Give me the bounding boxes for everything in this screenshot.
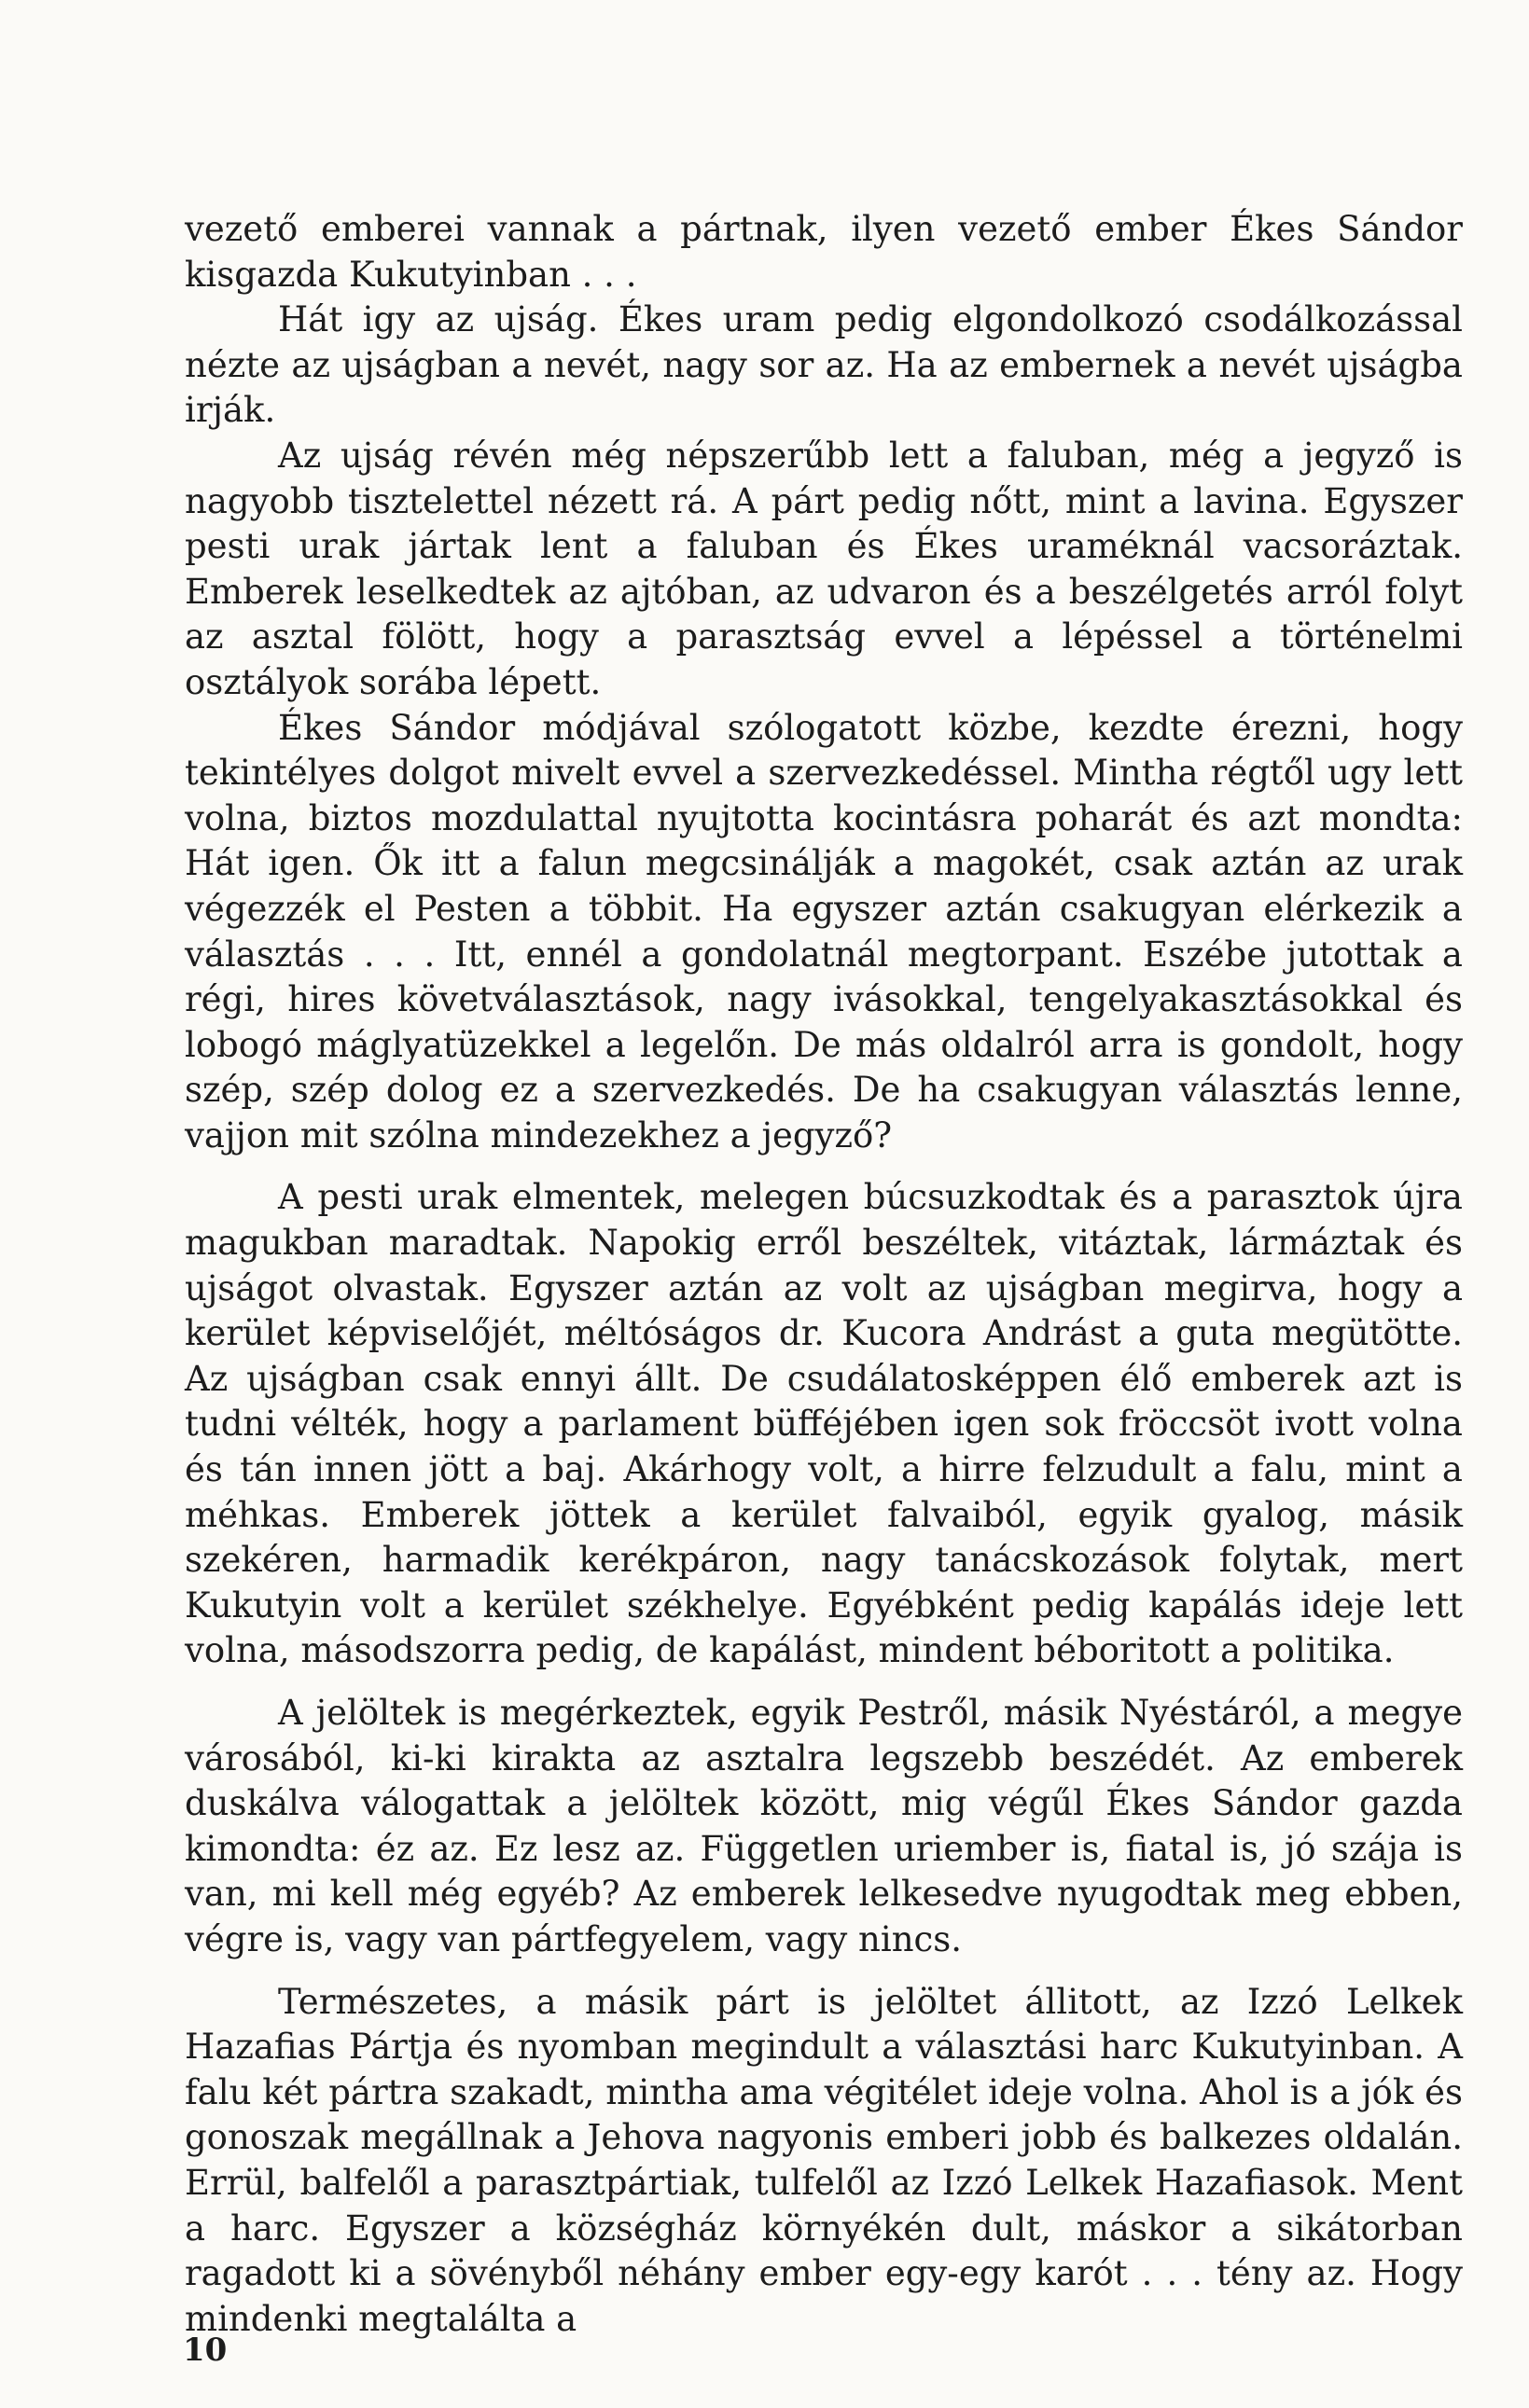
paragraph-2: Hát igy az ujság. Ékes uram pedig elgondolkozó csodálkozással nézte az ujságban a nevét, nagy sor az. Ha az embernek a nevét ujságba irják. [185, 299, 1463, 431]
paragraph-5: A pesti urak elmentek, melegen búcsuzkodtak és a parasztok újra magukban maradtak. Napokig erről beszéltek, vitáztak, lármáztak és ujságot olvastak. Egyszer aztán az volt az ujságban megirva, hogy a kerület képviselőjét, méltóságos dr. Kucora Andrást a guta megütötte. Az ujságban csak ennyi állt. De csudálatosképpen élő emberek azt is tudni vélték, hogy a parlament büfféjében igen sok fröccsöt ivott volna és tán innen jött a baj. Akárhogy volt, a hirre felzudult a falu, mint a méhkas. Emberek jöttek a kerület falvaiból, egyik gyalog, másik szekéren, harmadik kerékpáron, nagy tanácskozások folytak, mert Kukutyin volt a kerület székhelye. Egyébként pedig kapálás ideje lett volna, másodszorra pedig, de kapálást, mindent béboritott a politika. [185, 1177, 1463, 1671]
paragraph-7: Természetes, a másik párt is jelöltet állitott, az Izzó Lelkek Hazafias Pártja és nyomban megindult a választási harc Kukutyinban. A falu két pártra szakadt, mintha ama végitélet ideje volna. Ahol is a jók és gonoszak megállnak a Jehova nagyonis emberi jobb és balkezes oldalán. Errül, balfelől a parasztpártiak, tulfelől az Izzó Lelkek Hazafiasok. Ment a harc. Egyszer a községház környékén dult, máskor a sikátorban ragadott ki a sövényből néhány ember egy-egy karót . . . tény az. Hogy mindenki megtalálta a [185, 1981, 1463, 2339]
page-number: 10 [183, 2332, 228, 2369]
paragraph-1: vezető emberei vannak a pártnak, ilyen vezető ember Ékes Sándor kisgazda Kukutyinban . . . [185, 209, 1463, 295]
paragraph-6: A jelöltek is megérkeztek, egyik Pestről, másik Nyéstáról, a megye városából, ki-ki kirakta az asztalra legszebb beszédét. Az emberek duskálva válogattak a jelöltek között, mig végűl Ékes Sándor gazda kimondta: éz az. Ez lesz az. Független uriember is, fiatal is, jó szája is van, mi kell még egyéb? Az emberek lelkesedve nyugodtak meg ebben, végre is, vagy van pártfegyelem, vagy nincs. [185, 1693, 1463, 1959]
paragraph-3: Az ujság révén még népszerűbb lett a faluban, még a jegyző is nagyobb tisztelettel nézett rá. A párt pedig nőtt, mint a lavina. Egyszer pesti urak jártak lent a faluban és Ékes uraméknál vacsoráztak. Emberek leselkedtek az ajtóban, az udvaron és a beszélgetés arról folyt az asztal fölött, hogy a parasztság evvel a lépéssel a történelmi osztályok sorába lépett. [185, 435, 1463, 702]
body-text [185, 207, 1463, 2342]
paragraph-4: Ékes Sándor módjával szólogatott közbe, kezdte érezni, hogy tekintélyes dolgot mivelt evvel a szervezkedéssel. Mintha régtől ugy lett volna, biztos mozdulattal nyujtotta kocintásra poharát és azt mondta: Hát igen. Ők itt a falun megcsinálják a magokét, csak aztán az urak végezzék el Pesten a többit. Ha egyszer aztán csakugyan elérkezik a választás . . . Itt, ennél a gondolatnál megtorpant. Eszébe jutottak a régi, hires követválasztások, nagy ivásokkal, tengelyakasztásokkal és lobogó máglyatüzekkel a legelőn. De más oldalról arra is gondolt, hogy szép, szép dolog ez a szervezkedés. De ha csakugyan választás lenne, vajjon mit szólna mindezekhez a jegyző? [185, 707, 1463, 1156]
